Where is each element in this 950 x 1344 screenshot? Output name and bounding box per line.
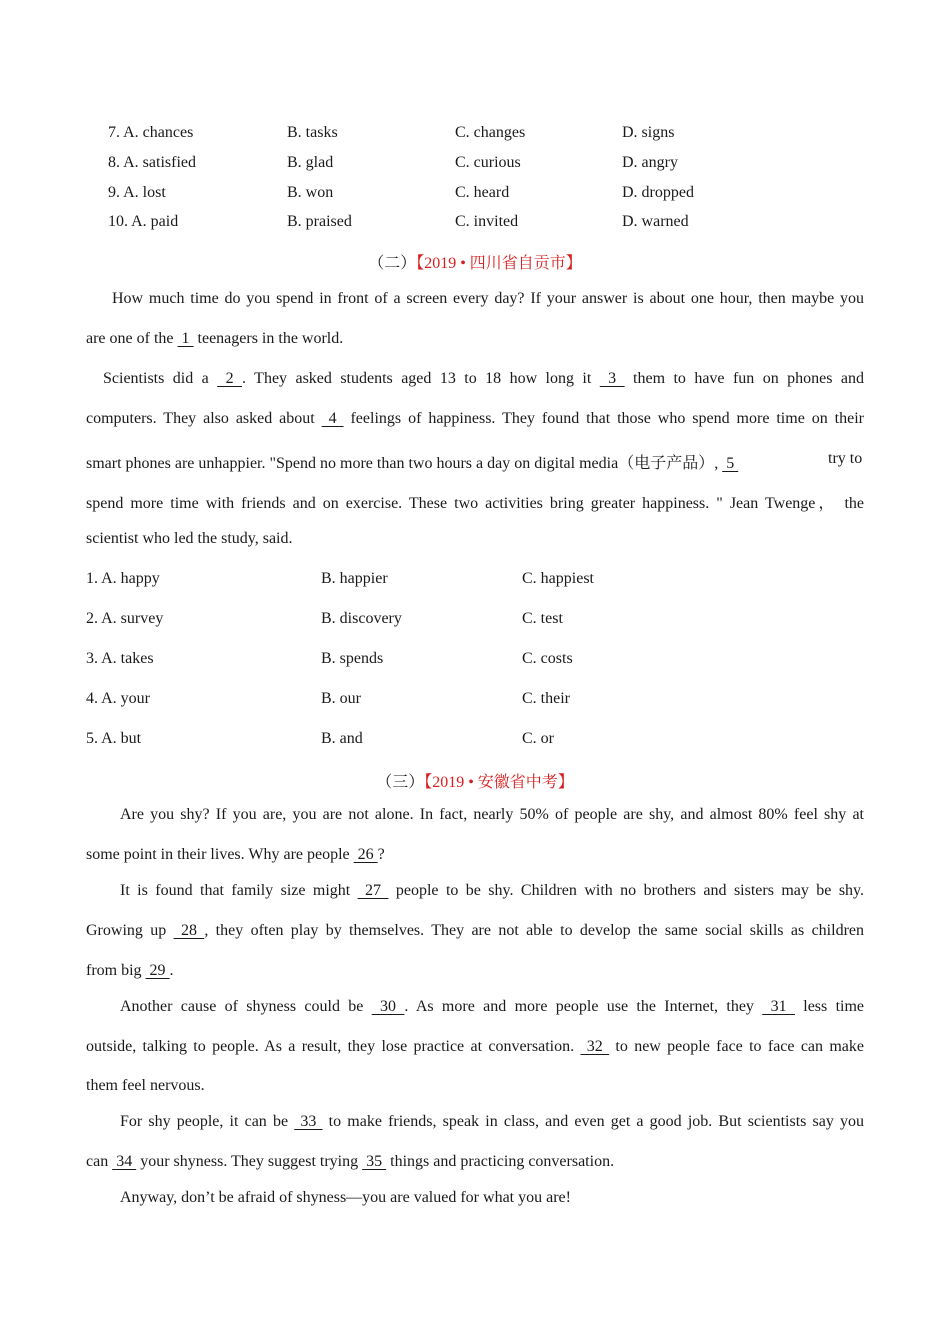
option-d: D. signs bbox=[622, 124, 675, 141]
section-source: 【2019 • 安徽省中考】 bbox=[424, 774, 574, 791]
option-row bbox=[0, 650, 950, 672]
option-row bbox=[0, 730, 950, 752]
option-a: 2. A. survey bbox=[86, 610, 164, 627]
option-a: 10. A. paid bbox=[108, 213, 179, 230]
option-a: 5. A. but bbox=[86, 730, 142, 747]
blank: 2 bbox=[217, 370, 243, 387]
option-row bbox=[0, 154, 950, 176]
passage-line: outside, talking to people. As a result, they lose practice at conversation. 32 to new people face to face can make bbox=[86, 1038, 865, 1055]
blank: 27 bbox=[357, 882, 389, 899]
option-b: B. tasks bbox=[287, 124, 338, 141]
passage-line: scientist who led the study, said. bbox=[86, 530, 293, 547]
passage-line: can 34 your shyness. They suggest trying 35 things and practicing conversation. bbox=[86, 1153, 615, 1170]
option-c: C. or bbox=[522, 730, 554, 747]
blank: 33 bbox=[294, 1113, 323, 1130]
passage-line: Scientists did a 2 . They asked students aged 13 to 18 how long it 3 them to have fun on phones and bbox=[103, 370, 865, 387]
blank: 35 bbox=[362, 1153, 387, 1170]
blank: 31 bbox=[762, 998, 795, 1015]
option-row bbox=[0, 124, 950, 146]
option-d: D. angry bbox=[622, 154, 678, 171]
passage-line: computers. They also asked about 4 feelings of happiness. They found that those who spend more time on their bbox=[86, 410, 864, 427]
option-a: 8. A. satisfied bbox=[108, 154, 196, 171]
passage-line: some point in their lives. Why are people 26 ? bbox=[86, 846, 385, 863]
passage-line: from big 29 . bbox=[86, 962, 174, 979]
blank: 5 bbox=[722, 455, 739, 472]
option-row bbox=[0, 610, 950, 632]
option-c: C. heard bbox=[455, 184, 510, 201]
option-b: B. our bbox=[321, 690, 361, 707]
passage-line-end: try to bbox=[828, 450, 863, 467]
option-b: B. and bbox=[321, 730, 363, 747]
passage-line: Anyway, don’t be afraid of shyness—you are valued for what you are! bbox=[120, 1189, 571, 1206]
section-heading bbox=[0, 250, 950, 273]
passage-line: It is found that family size might 27 people to be shy. Children with no brothers and sisters may be shy. bbox=[120, 882, 865, 899]
passage-line: How much time do you spend in front of a screen every day? If your answer is about one hour, then maybe you bbox=[112, 290, 864, 307]
option-b: B. spends bbox=[321, 650, 384, 667]
option-c: C. costs bbox=[522, 650, 573, 667]
section-heading bbox=[0, 769, 950, 792]
option-a: 4. A. your bbox=[86, 690, 150, 707]
option-row bbox=[0, 184, 950, 206]
passage-line: spend more time with friends and on exercise. These two activities bring greater happiness. " Jean Twenge， the bbox=[86, 495, 864, 512]
option-a: 7. A. chances bbox=[108, 124, 194, 141]
blank: 32 bbox=[580, 1038, 610, 1055]
blank: 34 bbox=[112, 1153, 137, 1170]
option-c: C. changes bbox=[455, 124, 526, 141]
option-d: D. dropped bbox=[622, 184, 694, 201]
section-number: （二） bbox=[368, 255, 417, 272]
section-source: 【2019 • 四川省自贡市】 bbox=[416, 255, 582, 272]
option-b: B. glad bbox=[287, 154, 334, 171]
blank: 1 bbox=[177, 330, 194, 347]
option-c: C. invited bbox=[455, 213, 519, 230]
option-c: C. happiest bbox=[522, 570, 594, 587]
option-row bbox=[0, 690, 950, 712]
blank: 4 bbox=[321, 410, 344, 427]
blank: 26 bbox=[353, 846, 378, 863]
passage-line: are one of the 1 teenagers in the world. bbox=[86, 330, 344, 347]
passage-line: Are you shy? If you are, you are not alone. In fact, nearly 50% of people are shy, and almost 80% feel shy at bbox=[120, 806, 864, 823]
option-c: C. curious bbox=[455, 154, 521, 171]
option-row bbox=[0, 570, 950, 592]
passage-line: For shy people, it can be 33 to make friends, speak in class, and even get a good job. But scientists say you bbox=[120, 1113, 864, 1130]
option-d: D. warned bbox=[622, 213, 689, 230]
blank: 3 bbox=[599, 370, 625, 387]
option-b: B. discovery bbox=[321, 610, 402, 627]
blank: 30 bbox=[371, 998, 405, 1015]
passage-line: Growing up 28 , they often play by themselves. They are not able to develop the same social skills as children bbox=[86, 922, 864, 939]
option-b: B. won bbox=[287, 184, 334, 201]
blank: 29 bbox=[145, 962, 170, 979]
option-a: 1. A. happy bbox=[86, 570, 160, 587]
option-row bbox=[0, 213, 950, 235]
blank: 28 bbox=[173, 922, 205, 939]
option-c: C. test bbox=[522, 610, 563, 627]
option-c: C. their bbox=[522, 690, 570, 707]
passage-line: Another cause of shyness could be 30 . As more and more people use the Internet, they 31 less time bbox=[120, 998, 865, 1015]
passage-line: smart phones are unhappier. "Spend no more than two hours a day on digital media（电子产品）, 5 bbox=[86, 455, 739, 472]
section-number: （三） bbox=[376, 774, 425, 791]
passage-line: them feel nervous. bbox=[86, 1077, 205, 1094]
option-a: 3. A. takes bbox=[86, 650, 154, 667]
option-b: B. happier bbox=[321, 570, 388, 587]
option-b: B. praised bbox=[287, 213, 352, 230]
option-a: 9. A. lost bbox=[108, 184, 166, 201]
